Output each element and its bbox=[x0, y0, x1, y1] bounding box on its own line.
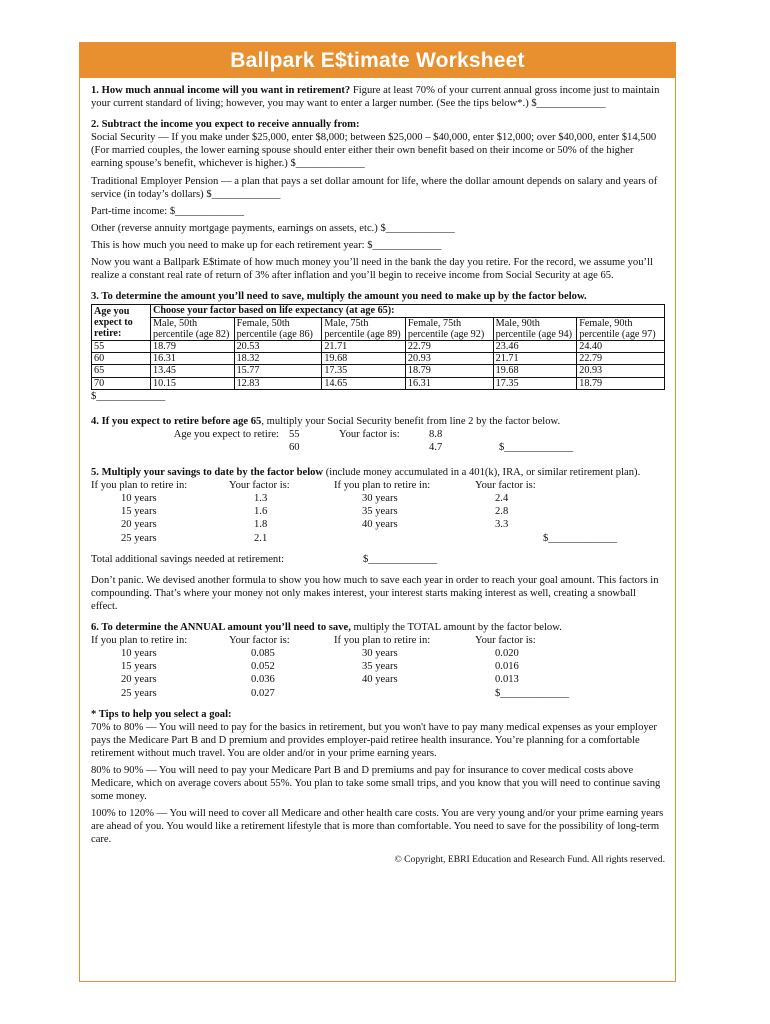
factor-cell: 18.79 bbox=[151, 340, 235, 352]
factor-cell: 18.79 bbox=[577, 377, 665, 389]
factor-cell: 1.6 bbox=[254, 506, 268, 518]
table-row bbox=[92, 353, 665, 365]
factor-cell: 13.45 bbox=[151, 365, 235, 377]
part-time-line: Part-time income: $_____________ bbox=[91, 205, 244, 217]
factor-cell: 1.8 bbox=[254, 519, 268, 531]
factor-table-header-row bbox=[92, 305, 665, 317]
copyright-notice: © Copyright, EBRI Education and Research Fund. All rights reserved. bbox=[394, 853, 665, 865]
years-cell: 30 years bbox=[362, 493, 398, 505]
factor-cell: 20.93 bbox=[405, 353, 493, 365]
tip-70-80: 70% to 80% — You will need to pay for the basics in retirement, but you won't have to pay many medical expenses as your employer pays the Medicare Part B and D premium and provides employer-paid retiree health insurance. You’re planning for a comfortable retirement without much travel. You are older and/or in your prime earning years. bbox=[91, 721, 657, 759]
column-header: Male, 75th percentile (age 89) bbox=[322, 317, 406, 340]
years-cell: 20 years bbox=[121, 519, 157, 531]
tips-heading bbox=[91, 708, 665, 721]
total-savings-row bbox=[91, 553, 665, 566]
section-6 bbox=[91, 621, 665, 634]
worksheet-content bbox=[80, 78, 675, 866]
worksheet-page bbox=[79, 42, 676, 982]
years-cell: 20 years bbox=[121, 674, 157, 686]
factor-cell: 12.83 bbox=[234, 377, 322, 389]
factor-value: 8.8 bbox=[429, 428, 443, 440]
section-2-heading-text: 2. Subtract the income you expect to receive annually from: bbox=[91, 119, 360, 131]
factor-cell: 21.71 bbox=[322, 340, 406, 352]
section-2-heading bbox=[91, 118, 665, 131]
plan-label: If you plan to retire in: bbox=[334, 480, 431, 492]
factor-cell: 0.085 bbox=[251, 648, 275, 660]
factor-cell: 24.40 bbox=[577, 340, 665, 352]
age-cell: 70 bbox=[92, 377, 151, 389]
blank-line bbox=[499, 428, 619, 441]
factor-cell: 0.052 bbox=[251, 661, 275, 673]
factor-cell: 18.79 bbox=[405, 365, 493, 377]
section-3-heading-text: 3. To determine the amount you’ll need to save, multiply the amount you need to make up by the factor below. bbox=[91, 291, 587, 303]
factor-cell: 17.35 bbox=[493, 377, 577, 389]
factor-label: Your factor is: bbox=[229, 480, 290, 492]
years-cell: 35 years bbox=[362, 506, 398, 518]
factor-cell: 17.35 bbox=[322, 365, 406, 377]
social-security-line: Social Security — If you make under $25,000, enter $8,000; between $25,000 – $40,000, enter $12,000; over $40,000, enter $14,500 (For married couples, the lower earning spouse should enter either their own benefit based on their income or 50% of the higher earning spouse’s benefit, whichever is higher.) $_____________ bbox=[91, 132, 657, 170]
section-5-grid bbox=[91, 479, 665, 544]
factor-cell: 2.8 bbox=[495, 506, 509, 518]
factor-table bbox=[91, 304, 665, 389]
factor-cell: 22.79 bbox=[405, 340, 493, 352]
tips-heading-text: * Tips to help you select a goal: bbox=[91, 708, 232, 720]
dont-panic-paragraph: Don’t panic. We devised another formula to show you how much to save each year in order to reach your goal amount. This factors in compounding. That’s where your money not only makes interest, your interest starts making interest as well, creating a snowball effect. bbox=[91, 574, 659, 612]
factor-cell: 21.71 bbox=[493, 353, 577, 365]
factor-label: Your factor is: bbox=[229, 635, 290, 647]
factor-cell: 16.31 bbox=[151, 353, 235, 365]
section-4-question: 4. If you expect to retire before age 65 bbox=[91, 415, 262, 427]
years-cell: 25 years bbox=[121, 532, 157, 544]
total-savings-label: Total additional savings needed at retirement: bbox=[91, 553, 285, 565]
factor-header: Choose your factor based on life expectancy (at age 65): bbox=[151, 305, 665, 317]
section-1 bbox=[91, 84, 665, 110]
age-cell: 65 bbox=[92, 365, 151, 377]
plan-label: If you plan to retire in: bbox=[91, 480, 188, 492]
years-cell: 15 years bbox=[121, 661, 157, 673]
section-5-text: (include money accumulated in a 401(k), IRA, or similar retirement plan). bbox=[323, 467, 641, 479]
section-1-question: 1. How much annual income will you want in retirement? bbox=[91, 85, 351, 96]
age-value: 60 bbox=[289, 442, 300, 454]
years-cell: 40 years bbox=[362, 519, 398, 531]
table-row bbox=[92, 377, 665, 389]
factor-cell: 2.4 bbox=[495, 493, 509, 505]
result-blank: $_____________ bbox=[543, 532, 618, 544]
factor-label: Your factor is: bbox=[475, 635, 536, 647]
years-cell: 15 years bbox=[121, 506, 157, 518]
column-header: Female, 50th percentile (age 86) bbox=[234, 317, 322, 340]
age-label: Age you expect to retire: bbox=[173, 428, 279, 440]
plan-label: If you plan to retire in: bbox=[91, 635, 188, 647]
factor-cell: 1.3 bbox=[254, 493, 268, 505]
factor-cell: 0.027 bbox=[251, 687, 275, 699]
worksheet-title: Ballpark E$timate Worksheet bbox=[80, 43, 675, 78]
years-cell: 40 years bbox=[362, 674, 398, 686]
factor-value: 4.7 bbox=[429, 442, 443, 454]
age-cell: 55 bbox=[92, 340, 151, 352]
years-cell: 10 years bbox=[121, 648, 157, 660]
factor-cell: 2.1 bbox=[254, 532, 268, 544]
years-cell: 10 years bbox=[121, 493, 157, 505]
section-6-question: 6. To determine the ANNUAL amount you’ll need to save, bbox=[91, 622, 351, 634]
years-cell: 30 years bbox=[362, 648, 398, 660]
blank-line: $_____________ bbox=[499, 442, 574, 454]
section-1-text: Figure at least 70% of your current annual gross income just to maintain your current standard of living; however, you may want to enter a larger number. (See the tips below*.) $_____________ bbox=[91, 85, 660, 110]
other-income-line: Other (reverse annuity mortgage payments, earnings on assets, etc.) $_____________ bbox=[91, 222, 455, 234]
years-cell: 25 years bbox=[121, 687, 157, 699]
table-row bbox=[92, 365, 665, 377]
factor-cell: 19.68 bbox=[322, 353, 406, 365]
factor-cell: 15.77 bbox=[234, 365, 322, 377]
factor-cell: 20.53 bbox=[234, 340, 322, 352]
section-5 bbox=[91, 466, 665, 479]
section-3-blank: $_____________ bbox=[91, 390, 166, 402]
age-value: 55 bbox=[289, 428, 300, 440]
column-header: Male, 90th percentile (age 94) bbox=[493, 317, 577, 340]
tip-100-120: 100% to 120% — You will need to cover all Medicare and other health care costs. You are very young and/or your prime earning years are ahead of you. You would like a retirement lifestyle that is more than comfortable. You need to save for the possibility of long-term care. bbox=[91, 808, 664, 846]
section-6-text: multiply the TOTAL amount by the factor below. bbox=[350, 622, 562, 634]
make-up-line: This is how much you need to make up for each retirement year: $_____________ bbox=[91, 239, 442, 251]
column-header: Female, 75th percentile (age 92) bbox=[405, 317, 493, 340]
section-6-grid bbox=[91, 634, 665, 699]
factor-cell: 20.93 bbox=[577, 365, 665, 377]
factor-label: Your factor is: bbox=[475, 480, 536, 492]
factor-cell: 0.036 bbox=[251, 674, 275, 686]
section-4-grid bbox=[91, 428, 665, 454]
plan-label: If you plan to retire in: bbox=[334, 635, 431, 647]
factor-cell: 19.68 bbox=[493, 365, 577, 377]
factor-cell: 0.016 bbox=[495, 661, 519, 673]
factor-cell: 0.020 bbox=[495, 648, 519, 660]
age-header: Age you expect to retire: bbox=[92, 305, 151, 341]
section-4 bbox=[91, 415, 665, 428]
section-5-question: 5. Multiply your savings to date by the factor below bbox=[91, 467, 324, 479]
section-3-heading bbox=[91, 290, 665, 303]
years-cell: 35 years bbox=[362, 661, 398, 673]
tip-80-90: 80% to 90% — You will need to pay your Medicare Part B and D premiums and pay for insurance to cover medical costs above Medicare, which on average covers about 55%. You plan to take some small trips, and you know that you will need to continue saving some money. bbox=[91, 764, 661, 803]
column-header: Male, 50th percentile (age 82) bbox=[151, 317, 235, 340]
factor-cell: 0.013 bbox=[495, 674, 519, 686]
factor-cell: 16.31 bbox=[405, 377, 493, 389]
ballpark-paragraph: Now you want a Ballpark E$timate of how much money you’ll need in the bank the day you retire. For the record, we assume you’ll realize a constant real rate of return of 3% after inflation and you’ll begin to receive income from Social Security at age 65. bbox=[91, 257, 653, 282]
factor-cell: 23.46 bbox=[493, 340, 577, 352]
factor-cell: 18.32 bbox=[234, 353, 322, 365]
total-savings-blank: $_____________ bbox=[363, 553, 438, 565]
factor-table-columns-row bbox=[92, 317, 665, 340]
table-row bbox=[92, 340, 665, 352]
column-header: Female, 90th percentile (age 97) bbox=[577, 317, 665, 340]
section-4-text: , multiply your Social Security benefit from line 2 by the factor below. bbox=[261, 415, 561, 427]
age-cell: 60 bbox=[92, 353, 151, 365]
factor-cell: 10.15 bbox=[151, 377, 235, 389]
annual-blank: $_____________ bbox=[495, 687, 570, 699]
factor-cell: 3.3 bbox=[495, 519, 509, 531]
factor-cell: 22.79 bbox=[577, 353, 665, 365]
factor-cell: 14.65 bbox=[322, 377, 406, 389]
pension-line: Traditional Employer Pension — a plan that pays a set dollar amount for life, where the dollar amount depends on salary and years of service (in today’s dollars) $_____________ bbox=[91, 175, 658, 200]
factor-label: Your factor is: bbox=[339, 428, 400, 440]
